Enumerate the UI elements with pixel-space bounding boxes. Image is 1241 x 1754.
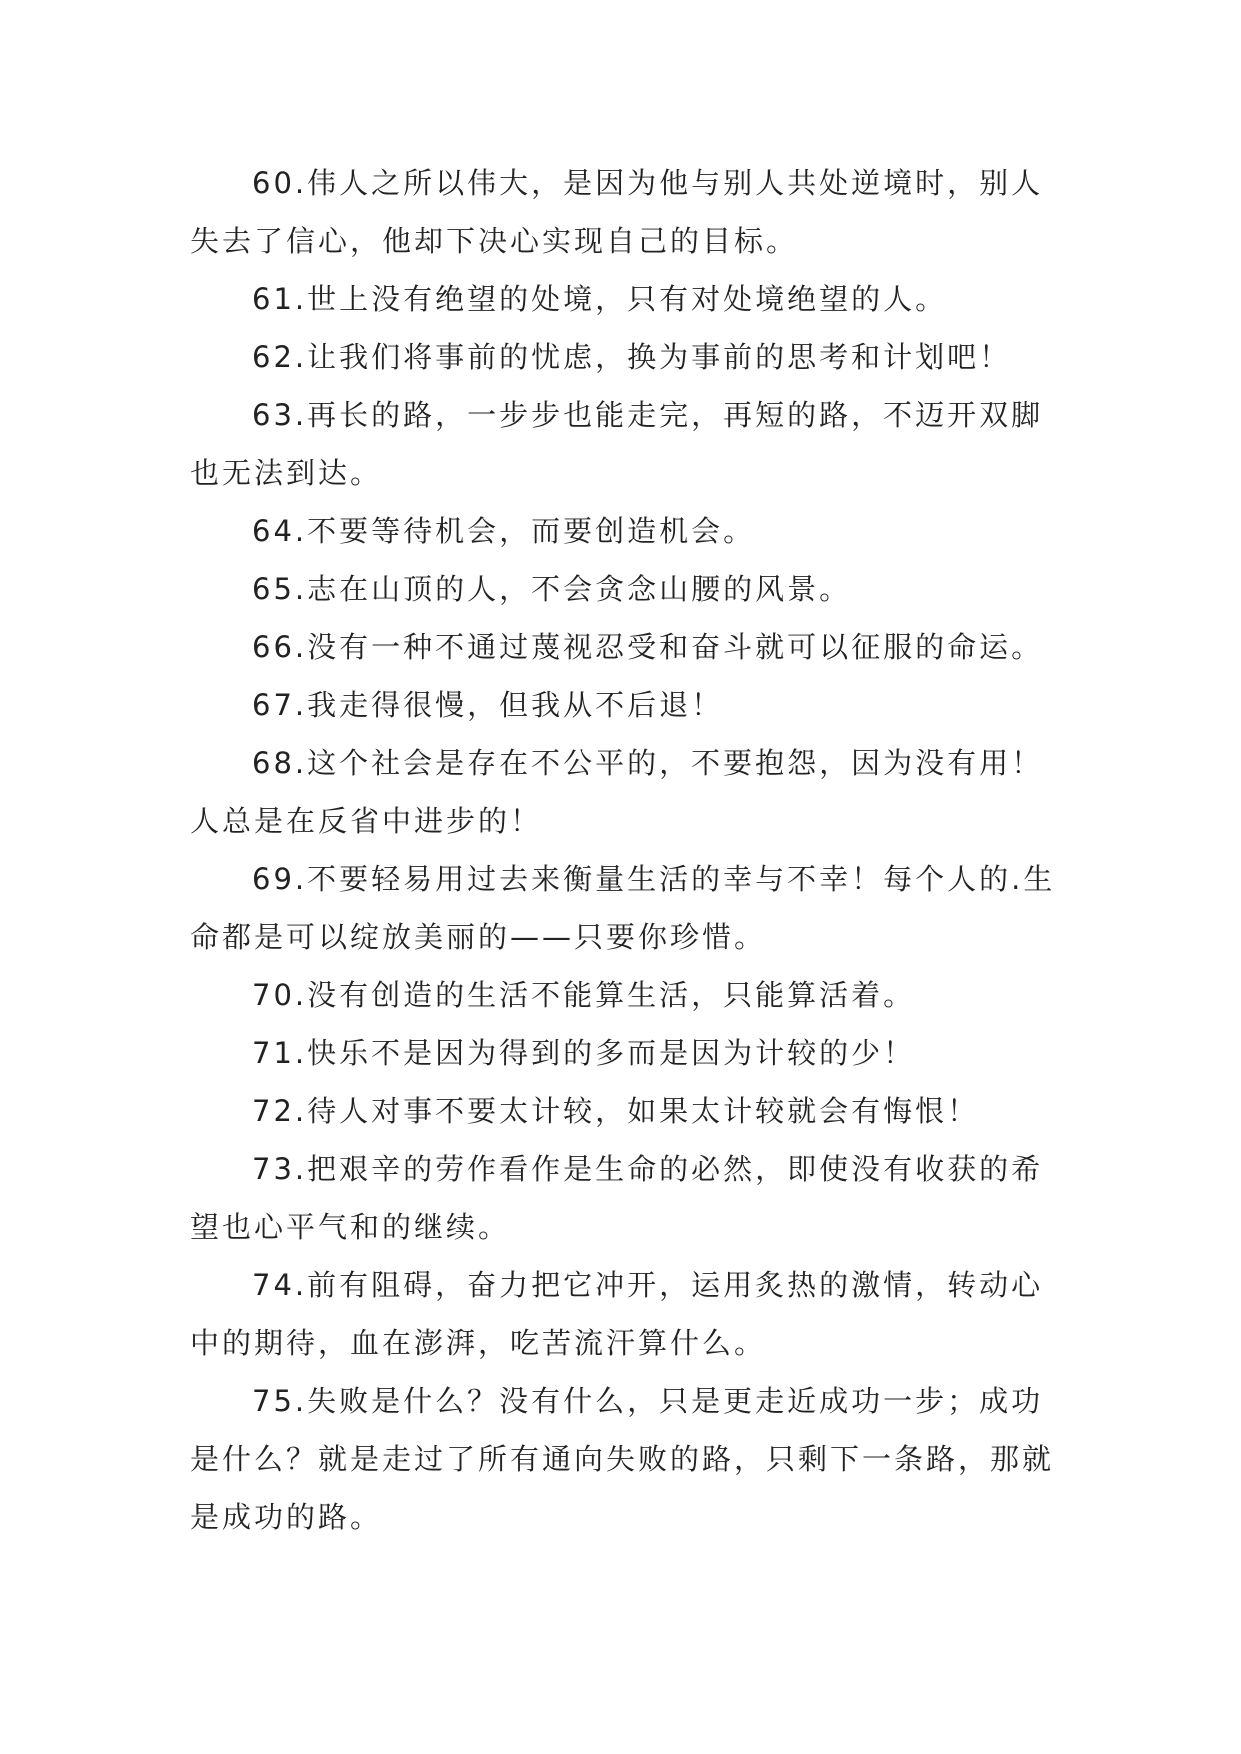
paragraph-74: 74.前有阻碍，奋力把它冲开，运用炙热的激情，转动心中的期待，血在澎湃，吃苦流汗算什么。 xyxy=(190,1268,1044,1360)
paragraph-63: 63.再长的路，一步步也能走完，再短的路，不迈开双脚也无法到达。 xyxy=(190,398,1044,490)
paragraph-72: 72.待人对事不要太计较，如果太计较就会有悔恨！ xyxy=(252,1094,980,1128)
paragraph-60: 60.伟人之所以伟大，是因为他与别人共处逆境时，别人失去了信心，他却下决心实现自己的目标。 xyxy=(190,166,1044,258)
paragraph-65: 65.志在山顶的人，不会贪念山腰的风景。 xyxy=(252,572,852,606)
paragraph-71: 71.快乐不是因为得到的多而是因为计较的少！ xyxy=(252,1036,916,1070)
paragraph-64: 64.不要等待机会，而要创造机会。 xyxy=(252,514,756,548)
paragraph-73: 73.把艰辛的劳作看作是生命的必然，即使没有收获的希望也心平气和的继续。 xyxy=(190,1152,1044,1244)
document-body xyxy=(190,154,1070,1546)
paragraph-68: 68.这个社会是存在不公平的，不要抱怨，因为没有用！人总是在反省中进步的！ xyxy=(190,746,1044,838)
paragraph-66: 66.没有一种不通过蔑视忍受和奋斗就可以征服的命运。 xyxy=(252,630,1044,664)
paragraph-75: 75.失败是什么？没有什么，只是更走近成功一步；成功是什么？就是走过了所有通向失败的路，只剩下一条路，那就是成功的路。 xyxy=(190,1384,1055,1534)
paragraph-70: 70.没有创造的生活不能算生活，只能算活着。 xyxy=(252,978,916,1012)
paragraph-67: 67.我走得很慢，但我从不后退！ xyxy=(252,688,724,722)
paragraph-62: 62.让我们将事前的忧虑，换为事前的思考和计划吧！ xyxy=(252,340,1012,374)
paragraph-61: 61.世上没有绝望的处境，只有对处境绝望的人。 xyxy=(252,282,948,316)
paragraph-69: 69.不要轻易用过去来衡量生活的幸与不幸！每个人的.生命都是可以绽放美丽的——只要你珍惜。 xyxy=(190,862,1056,954)
